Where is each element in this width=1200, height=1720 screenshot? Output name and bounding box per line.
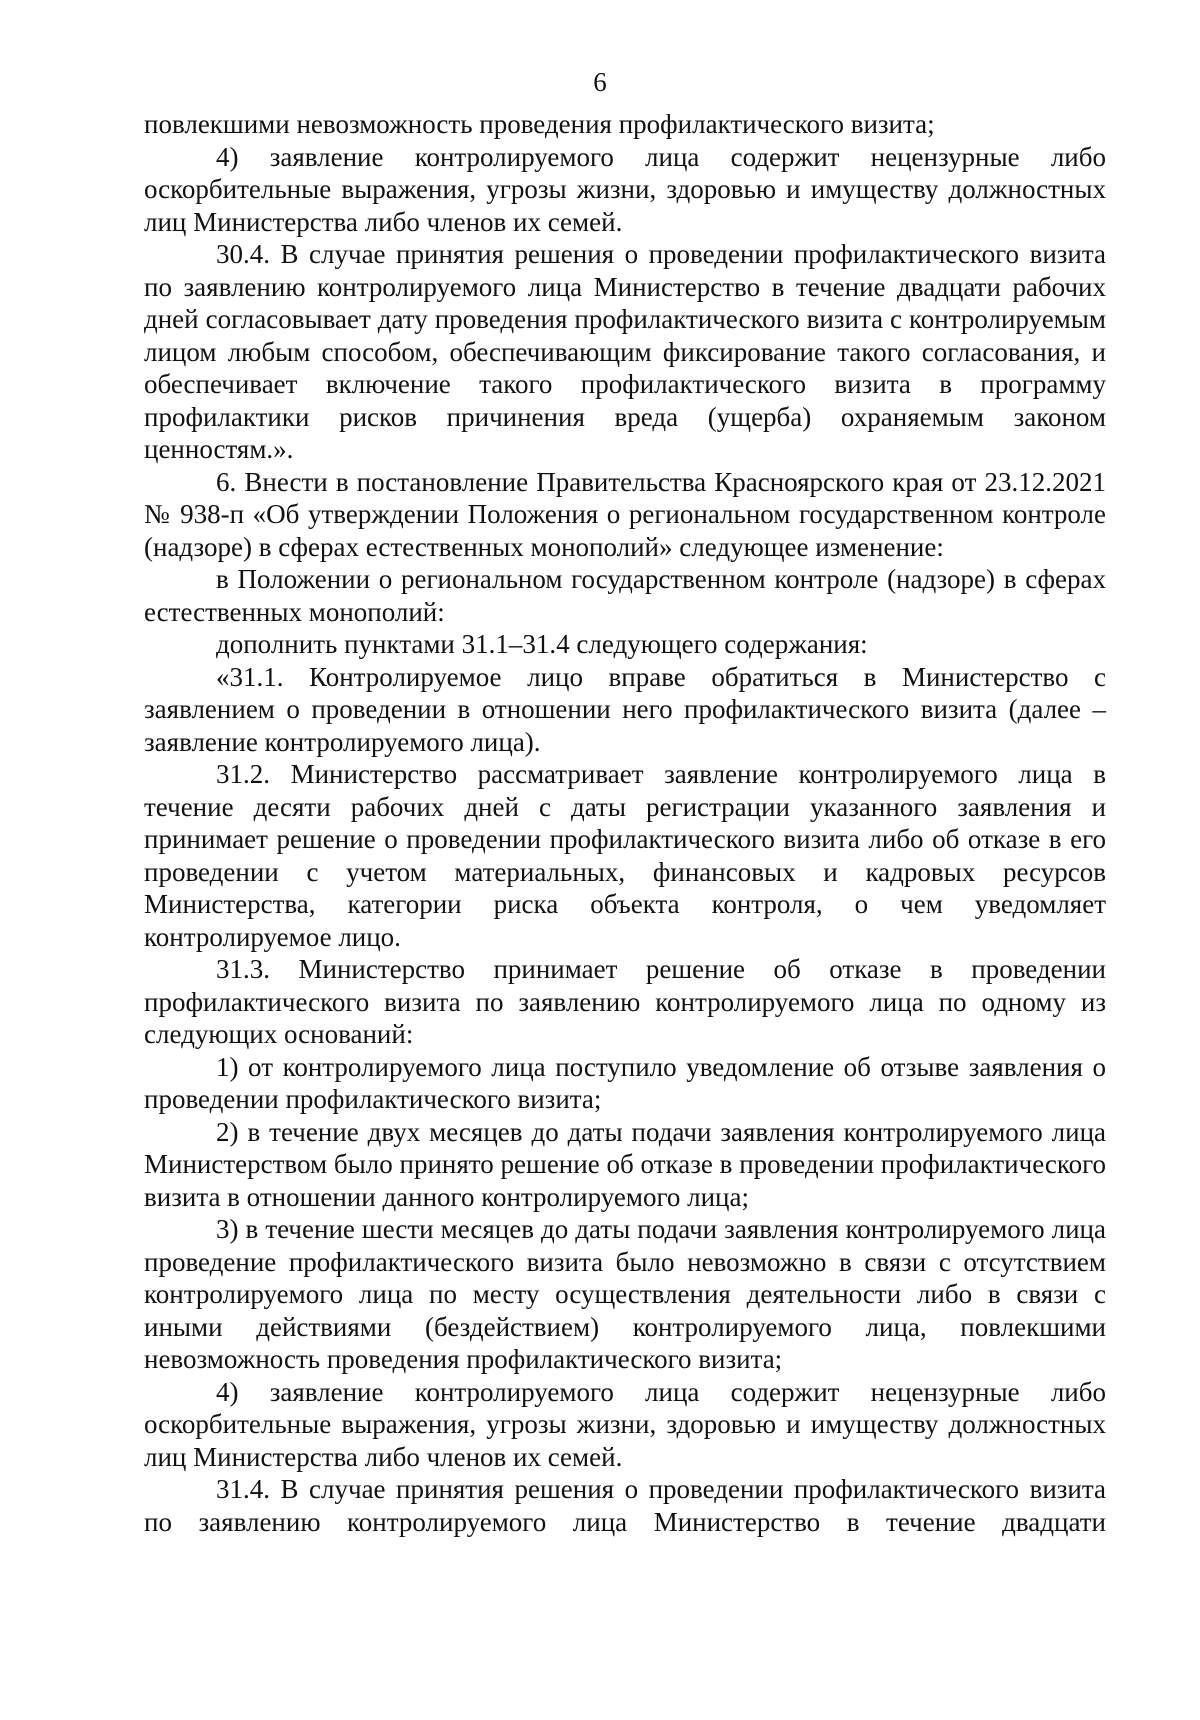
- paragraph-add-items: дополнить пунктами 31.1–31.4 следующего содержания:: [216, 629, 868, 659]
- page-number: 6: [593, 67, 607, 97]
- paragraph-30-4: 30.4. В случае принятия решения о проведении профилактического визита по заявлению контролируемого лица Министерство в течение двадцати рабочих дней согласовывает дату проведения профилактического визита с контролируемым лицом любым способом, обеспечивающим фиксирование такого согласования, и обеспечивает включение такого профилактического визита в программу профилактики рисков причинения вреда (ущерба) охраняемым законом ценностям.».: [144, 239, 1106, 464]
- paragraph-31-2: 31.2. Министерство рассматривает заявление контролируемого лица в течение десяти рабочих дней с даты регистрации указанного заявления и принимает решение о проведении профилактического визита либо об отказе в его проведении с учетом материальных, финансовых и кадровых ресурсов Министерства, категории риска объекта контроля, о чем уведомляет контролируемое лицо.: [144, 759, 1106, 952]
- paragraph-31-3: 31.3. Министерство принимает решение об отказе в проведении профилактического визита по заявлению контролируемого лица по одному из следующих оснований:: [144, 954, 1106, 1049]
- paragraph-continuation: повлекшими невозможность проведения профилактического визита;: [144, 109, 935, 139]
- paragraph-31-3-item-4: 4) заявление контролируемого лица содержит нецензурные либо оскорбительные выражения, угрозы жизни, здоровью и имуществу должностных лиц Министерства либо членов их семей.: [144, 1376, 1106, 1472]
- paragraph-31-3-item-3: 3) в течение шести месяцев до даты подачи заявления контролируемого лица проведение профилактического визита было невозможно в связи с отсутствием контролируемого лица по месту осуществления деятельности либо в связи с иными действиями (бездействием) контролируемого лица, повлекшими невозможность проведения профилактического визита;: [144, 1214, 1106, 1374]
- document-body: [144, 108, 1106, 1538]
- paragraph-31-3-item-1: 1) от контролируемого лица поступило уведомление об отзыве заявления о проведении профилактического визита;: [144, 1051, 1106, 1114]
- paragraph-31-1: «31.1. Контролируемое лицо вправе обратиться в Министерство с заявлением о проведении в отношении него профилактического визита (далее – заявление контролируемого лица).: [144, 661, 1106, 757]
- paragraph-regulation-reference: в Положении о региональном государственном контроле (надзоре) в сферах естественных монополий:: [144, 564, 1106, 627]
- paragraph-item-4: 4) заявление контролируемого лица содержит нецензурные либо оскорбительные выражения, угрозы жизни, здоровью и имуществу должностных лиц Министерства либо членов их семей.: [144, 141, 1106, 237]
- paragraph-31-3-item-2: 2) в течение двух месяцев до даты подачи заявления контролируемого лица Министерством было принято решение об отказе в проведении профилактического визита в отношении данного контролируемого лица;: [144, 1116, 1106, 1212]
- paragraph-section-6: 6. Внести в постановление Правительства Красноярского края от 23.12.2021 № 938-п «Об утверждении Положения о региональном государственном контроле (надзоре) в сферах естественных монополий» следующее изменение:: [144, 466, 1106, 562]
- paragraph-31-4: 31.4. В случае принятия решения о проведении профилактического визита по заявлению контролируемого лица Министерство в течение двадцати: [144, 1474, 1106, 1537]
